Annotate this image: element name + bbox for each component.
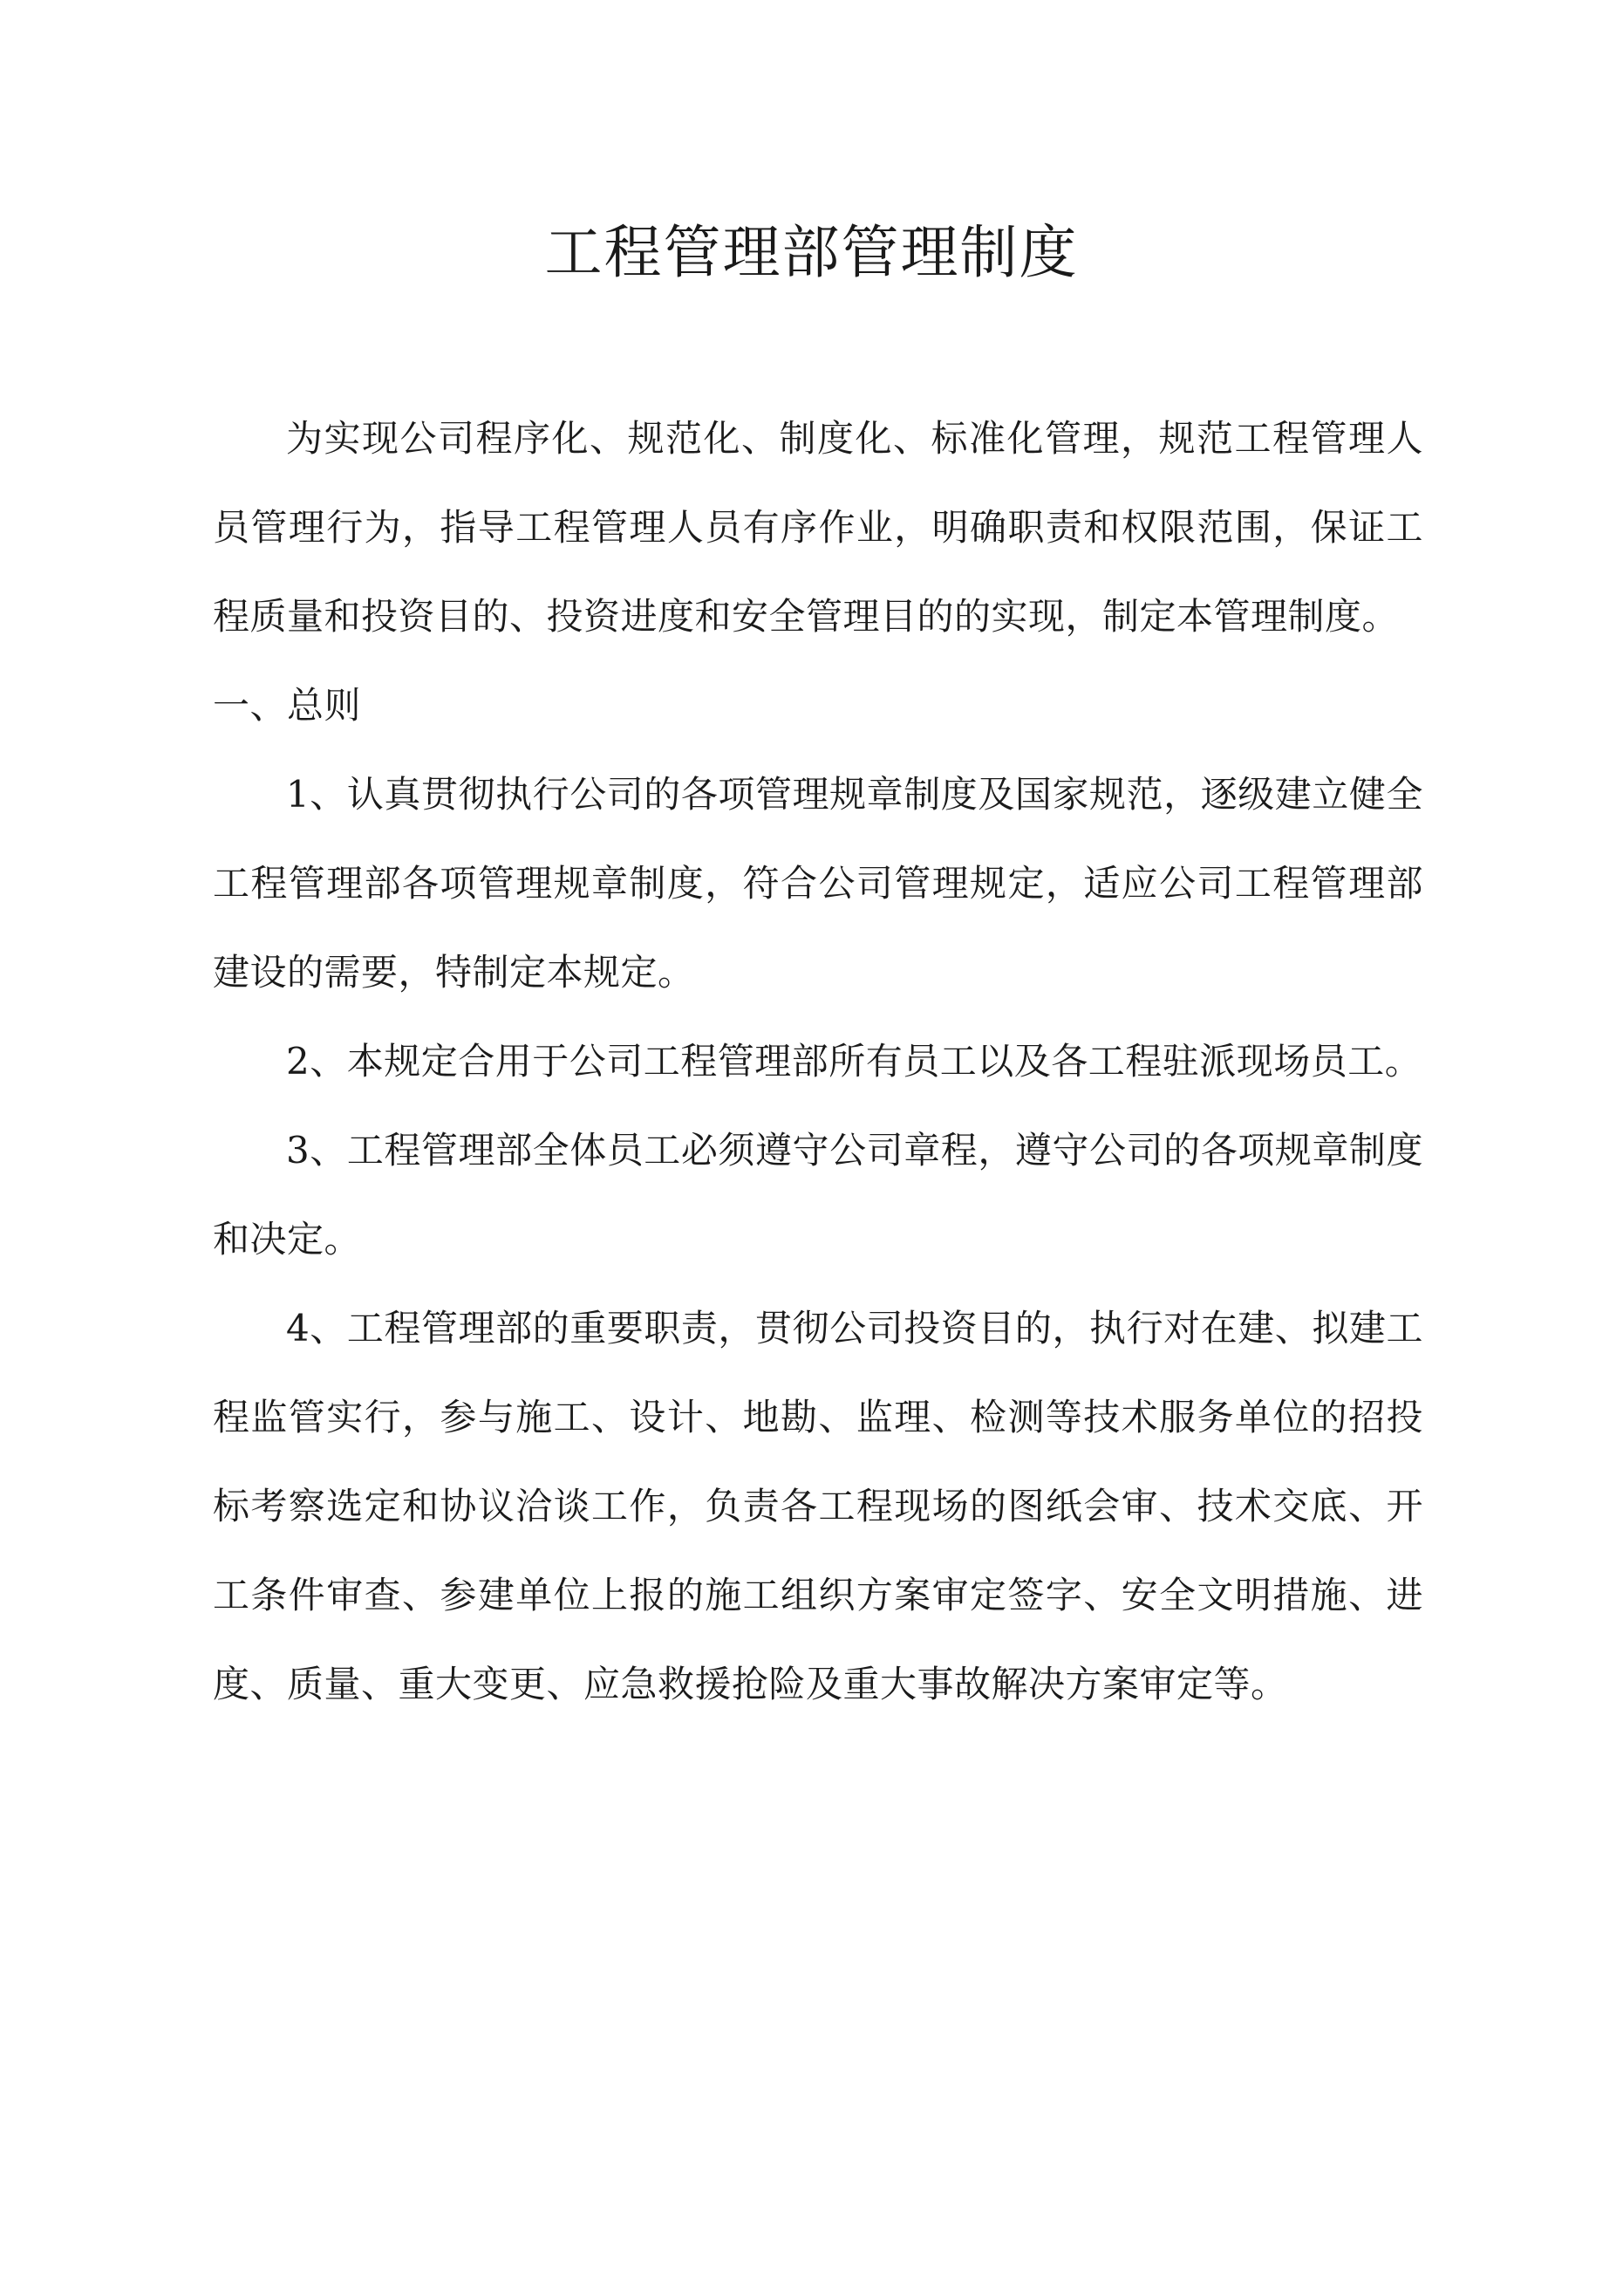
intro-paragraph: 为实现公司程序化、规范化、制度化、标准化管理，规范工程管理人员管理行为，指导工程管理人员有序作业，明确职责和权限范围，保证工程质量和投资目的、投资进度和安全管理目的的实现，制定本管理制度。: [213, 417, 1423, 638]
rule-item-2: 2、本规定合用于公司工程管理部所有员工以及各工程驻派现场员工。: [286, 1040, 1422, 1083]
rule-item-1: 1、认真贯彻执行公司的各项管理规章制度及国家规范，逐级建立健全工程管理部各项管理规章制度，符合公司管理规定，适应公司工程管理部建设的需要，特制定本规定。: [213, 773, 1423, 994]
document-body: [213, 394, 1423, 1729]
document-title: 工程管理部管理制度: [544, 219, 1079, 286]
rule-item-4: 4、工程管理部的重要职责，贯彻公司投资目的，执行对在建、拟建工程监管实行，参与施工、设计、地勘、监理、检测等技术服务单位的招投标考察选定和协议洽谈工作，负责各工程现场的图纸会审、技术交底、开工条件审查、参建单位上报的施工组织方案审定签字、安全文明措施、进度、质量、重大变更、应急救援抢险及重大事故解决方案审定等。: [213, 1307, 1423, 1705]
section-heading: 一、总则: [213, 684, 362, 727]
rule-item-3: 3、工程管理部全体员工必须遵守公司章程，遵守公司的各项规章制度和决定。: [213, 1129, 1423, 1261]
